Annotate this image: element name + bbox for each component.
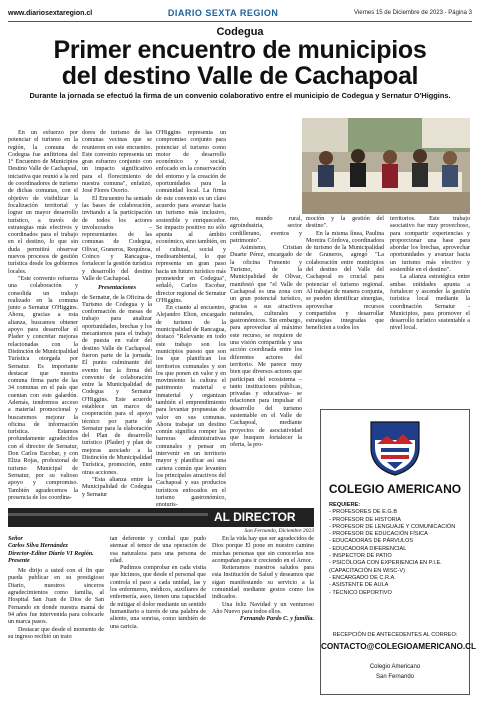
letter-salutation: Director-Editor Diario VI Región. — [8, 550, 94, 557]
letters-bar-rule — [8, 513, 208, 516]
school-name: Colegio Americano — [369, 664, 421, 670]
letter-column-3 — [212, 536, 314, 706]
requirement-item: - PROFESOR DE HISTORIA — [329, 516, 402, 523]
requirement-item: - TÉCNICO DEPORTIVO — [329, 589, 392, 596]
paragraph: Pudimos comprobar en cada visita que hicimos, que desde el personal que controla el paso a cada unidad, las y los enfermeros, médicos, auxiliares de enfermería, aseo, tienen una capacidad de mitigar el dolor mediante un sentido humanitario a través de una palabra de aliento, una sonrisa, como también de una caricia. — [110, 565, 206, 630]
requirement-item: - EDUCADORAS DE PÁRVULOS — [329, 538, 414, 545]
paragraph: Asimismo, Cristian Duarte Pérez, encargado de la oficina Fomento y Turismo, de la Municipalidad de Olivar, manifestó que "el Valle de Cachapoal es una zona con un gran potencial turístico, gracias a sus atractivos naturales, culturales y gastronómicos. Sin embargo, para aprovechar al máximo este recurso, se requiere de una visión compartida y una acción coordinada entre los diferentes actores del territorio. Me parece muy bien que diversos actores que participan del ecosistema –tanto instituciones públicas, privadas y educativas– se relacionen para impulsar el desarrollo del turismo sustentable en el Valle de Cachapoal, mediante proyectos de asociatividad que busquen fortalecer la oferta, la pro- — [230, 245, 302, 449]
paragraph: Me dirijo a usted con el fin que pueda publicar en su prestigioso Diario, nuestros sinceros agradecimientos como familia, al Hospital San Juan de Dios de San Fernando en donde nuestra mamá de 94 años fue intervenida para colocarle un marca pasos. — [8, 568, 104, 626]
requirement-item: - PROFESOR DE EDUCACIÓN FÍSICA — [329, 531, 428, 538]
headline-line-1: Primer encuentro de municipios — [53, 36, 427, 64]
requirement-item: - ASISTENTE DE AULA — [329, 582, 389, 589]
letter-salutation: Presente — [8, 557, 30, 564]
paragraph: La alianza estratégica entre ambas entidades apunta a fortalecer y ascender la gestión turística local mediante la coordinación Sernatur - Municipios, para promover el desarrollo turístico sustentable a nivel local. — [390, 274, 470, 332]
contact-line: RECEPCIÓN DE ANTECEDENTES AL CORREO: — [332, 632, 458, 638]
paragraph: tan deferente y cordial que pudo atenuar el temor de una operación de esa naturaleza para una persona de edad. — [110, 536, 206, 564]
paragraph: Reiteramos nuestros saludos para esta Institución de Salud y deseamos que sigan manifestando su servicio a la comunidad mediante gestos como los indicados. — [212, 565, 314, 601]
meeting-photo-graphic — [302, 118, 470, 214]
masthead — [8, 6, 472, 20]
paragraph: dores de turismo de las comunas vecinas que se reunieron en este encuentro. Este convenio representa un gran esfuerzo conjunto con un impacto significativo para el florecimiento de nuestra comuna", enfatizó, José Flores Osorio. — [82, 130, 152, 195]
subtitle: Durante la jornada se efectuó la firma de un convenio colaborativo entre el municipio de Codegua y Sernatur O'Higgins. — [29, 91, 451, 100]
paragraph: "Este convenio refuerza una colaboración y consolida un trabajo realizado en la comuna junto a Sernatur O'Higgins. Ahora, gracias a esta alianza, buscamos obtener apoyo para desarrollar el Plader y concretar mejoras relacionadas con la Distinción de Municipalidad Turística otorgada por Sernatur. Es importante destacar que nuestra comuna firma parte de las 34 comunas en el país que cuentan con este galardón. Además, tendremos acceso a material promocional y buscaremos mejorar la oficina de información turística. Estamos profundamente agradecidos con el director de Sernatur, Don Carlos Escobar, y con Eliza Rojas, profesional de turismo Municipal de Sernatur, por su valioso apoyo y compromiso. También agradecemos la presencia de los coordina- — [8, 275, 78, 501]
requirement-item: - INSPECTOR DE PATIO — [329, 553, 392, 560]
school-city: San Fernando — [375, 674, 415, 680]
paragraph: Destacar que desde el momento de su ingreso recibió un trato — [8, 626, 104, 640]
letter-salutation: Señor — [8, 536, 23, 542]
paragraph: En la vida hay que ser agradecidos de Dios porque El pone en nuestro camino muchas personas que sin conocerlas nos acompañan para ir creciendo en el Amor. — [212, 536, 314, 564]
requirement-item: - ENCARGADO DE C.R.A. — [329, 574, 396, 581]
article-column-4 — [230, 216, 302, 503]
paragraph: En cuanto al encuentro, Alejandro Elton, encargado de turismo de la municipalidad de Rancagua, destacó "Relevante en todo este trabajo son los municipios puesto que son los que planifican los territorios comunales y son los que ponen en valor y en movimiento la cultura el patrimonio material e inmaterial y organizan también el emprendimiento para levantar propuestas de valor en sus comunas. Ahora trabajar un destino común significa romper las barreras administrativas comunales y pensar en intervenir en un territorio mayor y planificar así una cartera común que levanten los principales atractivos del Cachapoal y sus productos turísticos enfocados en el turismo gastronómico, enoturis- — [156, 305, 226, 509]
letter-column-1 — [8, 536, 104, 706]
letter-signature: Fernando Pardo C. y familia. — [239, 616, 314, 623]
colegio-americano-ad — [320, 409, 477, 695]
requirement-item: - PROFESOR DE LENGUAJE Y COMUNICACIÓN — [329, 523, 456, 530]
paragraph: mo, mundo rural, agroindustria, sector cordillerano, eventos y patrimonio". — [230, 216, 302, 244]
requirement-item: - PSICÓLOGA CON EXPERIENCIA EN P.I.E. (CAPACITACIÓN EN WISC-V) — [329, 560, 442, 574]
requirements-list — [329, 502, 463, 597]
letter-column-2 — [110, 536, 206, 706]
section-label: Codegua — [216, 26, 264, 38]
letter-dateline: San Fernando, Diciembre 2023 — [244, 528, 314, 534]
requirement-item: - PROFESORES DE E.G.B — [329, 509, 398, 516]
paragraph: En la misma línea, Paulina Moreira Córdova, coordinadora de turismo de la Municipalidad de Graneros, agregó "La colaboración entre municipios del destino del Valle del Cachapoal es crucial para potenciar el turismo regional. Al trabajar de manera conjunta, se pueden identificar sinergias, aprovechar recursos compartidos y desarrollar estrategias integradas que beneficien a todos los — [306, 230, 384, 332]
paragraph: "Esta alianza entre la Municipalidad de Codegua y Sernatur — [82, 476, 152, 498]
meeting-photo — [302, 118, 470, 214]
site-url[interactable]: www.diariosextaregion.cl — [8, 9, 93, 17]
article-column-1 — [8, 130, 78, 503]
date-page: Viernes 15 de Diciembre de 2023 - Página 3 — [354, 10, 472, 16]
top-divider — [8, 21, 472, 22]
requirement-item: - EDUCADORA DIFERENCIAL — [329, 545, 407, 552]
paragraph: El Encuentro ha sentado las bases de colaboración, invitando a la participación de todos los actores involucrados – representantes de las comunas de Codegua, Olivar, Graneros, Requínoa, Coinco y Rancagua-, fortalecer la gestión turística y desarrollo del destino Valle de Cachapoal. — [82, 195, 152, 282]
subheading: Presentaciones — [98, 285, 136, 292]
article-column-3 — [156, 130, 226, 509]
paragraph: En un esfuerzo por potenciar el turismo en la región, la comuna de Codegua fue anfitriona del 1° Encuentro de Municipios Destino Valle de Cachapoal, iniciativa que reunió a la red de coordinadores de turismo de dichas comunas, con el objetivo de visibilizar la focalización territorial y lograr un mayor desarrollo turístico, a través de estrategias más efectivos y coordinados para el trabajo en el destino, lo que sin duda permitirá observar nuevos procesos de gestión turística desde los gobiernos locales. — [8, 130, 78, 275]
paragraph: territorios. Este trabajo asociativo fue muy provechoso, para compartir experiencias y proporcionar una base para abordar los brechas, aprovechar oportunidades y avanzar hacia un turismo más efectivo y sostenible en el destino". — [390, 216, 470, 274]
paper-name: DIARIO SEXTA REGION — [167, 8, 279, 18]
headline — [0, 37, 480, 89]
paragraph: O'Higgins representa un compromiso conjunto para potenciar el turismo como motor de desarrollo económico y social, enfocado en la conservación del entorno y la creación de oportunidades para la comunidad local. La firma de este convenio es un claro acuerdo para avanzar hacia un turismo más inclusivo, sostenible y enriquecedor. Se impacto positivo no sólo apunta al ámbito económico, sino también, en el cultural, social y medioambiental, lo que representa un gran paso hacia un futuro turístico más prometedor en Codegua", señaló, Carlos Escobar, director regional de Sernatur O'Higgins. — [156, 130, 226, 304]
article-column-5 — [306, 216, 384, 406]
school-shield-icon — [367, 418, 423, 476]
paragraph: Una feliz Navidad y un venturoso Año Nuevo para todos ellos. — [212, 601, 314, 615]
requirements-heading: REQUIERE: — [329, 502, 361, 508]
letters-bar-title: AL DIRECTOR — [214, 510, 296, 524]
article-column-2 — [82, 130, 152, 503]
paragraph: moción y la gestión del destino". — [306, 216, 384, 230]
article-column-6 — [390, 216, 470, 406]
paragraph: de Sernatur, de la Oficina de Turismo de Codegua y la conformación de mesas de trabajo para analizar oportunidades, brechas y los mecanismos para el trabajo de puesta en valor del destino Valle de Cachapoal, fueron parte de la jornada. El punto culminante del evento fue la firma del convenio de colaboración entre la Municipalidad de Codegua y Sernatur O'Higgins. Este acuerdo establece un marco de cooperación para el apoyo técnico por parte de Sernatur para la elaboración del Plan de desarrollo turístico (Plader) y plan de mejoras asociado a la Distinción de Municipalidad Turística, promoción, entre otras acciones. — [82, 294, 152, 476]
headline-line-2: del destino Valle de Cachapoal — [61, 62, 419, 90]
contact-email[interactable]: CONTACTO@COLEGIOAMERICANO.CL — [321, 642, 477, 651]
letter-salutation: Carlos Silva Hernández — [8, 543, 68, 550]
ad-title: COLEGIO AMERICANO — [328, 482, 462, 496]
